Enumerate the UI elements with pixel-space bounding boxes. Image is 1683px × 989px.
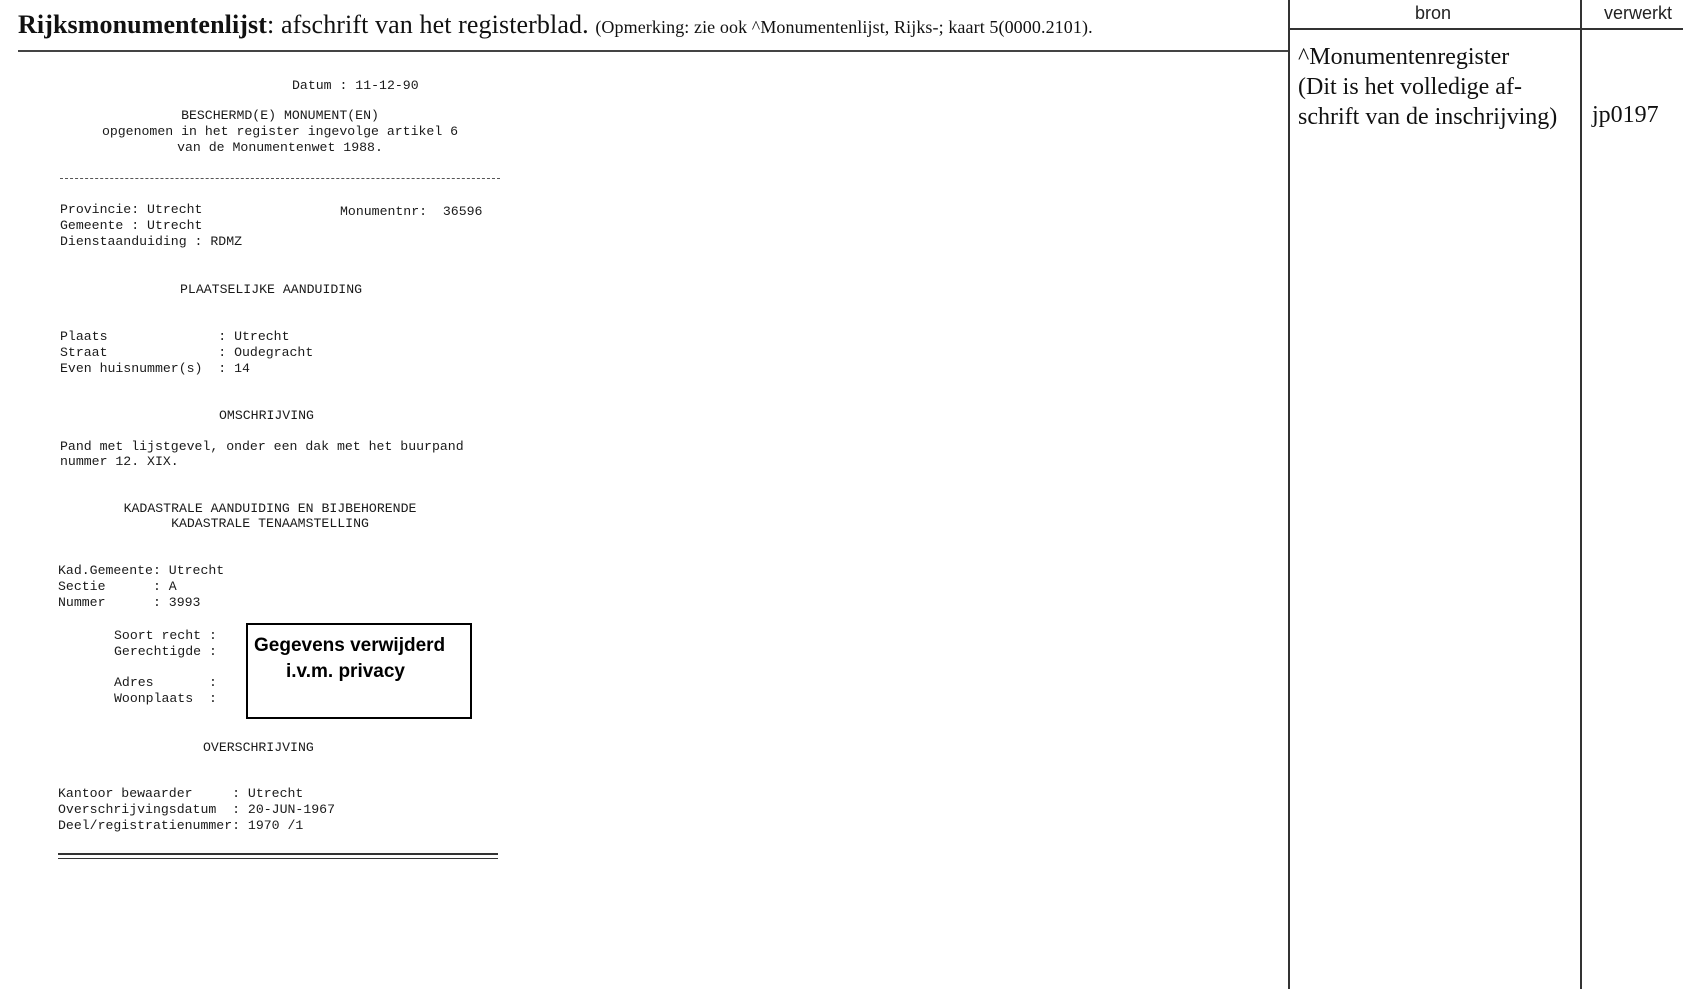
huisnummer-line: Even huisnummer(s) : 14 bbox=[60, 361, 250, 376]
section-overschrijving: OVERSCHRIJVING bbox=[203, 740, 314, 755]
dienst-line: Dienstaanduiding : RDMZ bbox=[60, 234, 243, 249]
gerechtigde-label: Gerechtigde : bbox=[114, 644, 217, 659]
divider-end bbox=[58, 853, 498, 859]
datum-line: Datum : 11-12-90 bbox=[292, 78, 419, 93]
woonplaats-label: Woonplaats : bbox=[114, 691, 217, 706]
kad-gemeente-line: Kad.Gemeente: Utrecht bbox=[58, 563, 225, 578]
title-rest: : afschrift van het registerblad. bbox=[267, 10, 589, 39]
section-kadastraal-1: KADASTRALE AANDUIDING EN BIJBEHORENDE bbox=[123, 501, 417, 516]
section-plaatselijk: PLAATSELIJKE AANDUIDING bbox=[180, 282, 363, 297]
column-header-bron: bron bbox=[1415, 3, 1452, 23]
intro-line-1: BESCHERMD(E) MONUMENT(EN) bbox=[181, 108, 379, 123]
column-header-verwerkt: verwerkt bbox=[1604, 3, 1673, 23]
divider-dashed bbox=[60, 178, 500, 179]
verwerkt-text: jp0197 bbox=[1592, 102, 1659, 128]
privacy-line-1: Gegevens verwijderd bbox=[254, 635, 446, 656]
soort-recht-label: Soort recht : bbox=[114, 628, 217, 643]
omschrijving-line-2: nummer 12. XIX. bbox=[60, 454, 179, 469]
overschrijvingsdatum-line: Overschrijvingsdatum : 20-JUN-1967 bbox=[58, 802, 335, 817]
section-omschrijving: OMSCHRIJVING bbox=[219, 408, 314, 423]
bron-text: ^Monumentenregister (Dit is het volledige af- schrift van de inschrijving) bbox=[1298, 44, 1558, 130]
straat-line: Straat : Oudegracht bbox=[60, 345, 314, 360]
privacy-line-2: i.v.m. privacy bbox=[286, 661, 405, 682]
adres-label: Adres : bbox=[114, 675, 217, 690]
intro-line-2: opgenomen in het register ingevolge artikel 6 bbox=[101, 124, 459, 139]
section-kadastraal-2: KADASTRALE TENAAMSTELLING bbox=[171, 516, 369, 531]
monumentnr-line: Monumentnr: 36596 bbox=[340, 204, 483, 219]
privacy-redaction-box bbox=[246, 623, 472, 719]
kantoor-line: Kantoor bewaarder : Utrecht bbox=[58, 786, 304, 801]
plaats-line: Plaats : Utrecht bbox=[60, 329, 290, 344]
title-remark: (Opmerking: zie ook ^Monumentenlijst, Rijks-; kaart 5(0000.2101). bbox=[595, 17, 1093, 37]
column-header-rule bbox=[1288, 28, 1683, 30]
deel-line: Deel/registratienummer: 1970 /1 bbox=[58, 818, 304, 833]
title-bold: Rijksmonumentenlijst bbox=[18, 10, 268, 39]
column-divider-right bbox=[1580, 0, 1582, 989]
omschrijving-line-1: Pand met lijstgevel, onder een dak met het buurpand bbox=[60, 439, 464, 454]
gemeente-line: Gemeente : Utrecht bbox=[60, 218, 203, 233]
intro-line-3: van de Monumentenwet 1988. bbox=[177, 140, 383, 155]
nummer-line: Nummer : 3993 bbox=[58, 595, 201, 610]
sectie-line: Sectie : A bbox=[58, 579, 177, 594]
provincie-line: Provincie: Utrecht bbox=[60, 202, 203, 217]
